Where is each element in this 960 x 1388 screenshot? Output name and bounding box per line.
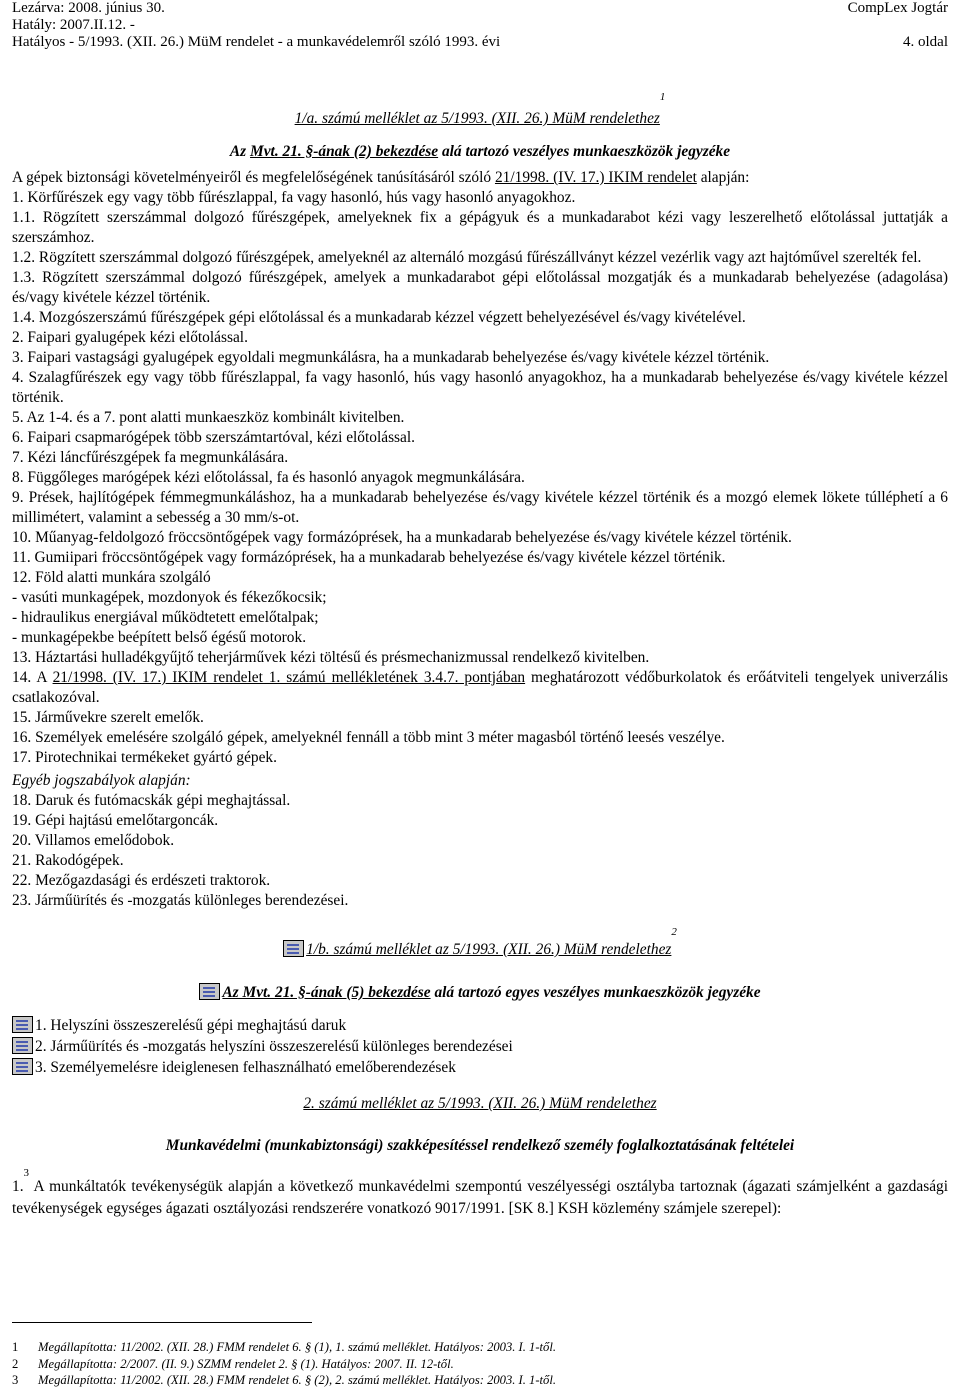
list-item	[12, 1015, 948, 1036]
list-item	[12, 548, 948, 568]
document-body	[12, 91, 948, 1220]
list-item	[12, 568, 948, 588]
list-item-text: 18. Daruk és futómacskák gépi meghajtással.	[12, 792, 291, 809]
annex-2-paragraph-1: 1.$^3$ A munkáltatók tevékenységük alapján a következő munkavédelmi szempontú veszélyességi osztályba tartoznak (ágazati számjelként a gazdasági tevékenységek egységes ágazati osztályozási rendszerére vonatkozó 9017/1991. [SK 8.] KSH közlemény számjele szerepel):	[12, 1167, 948, 1217]
header-doc-title: Hatályos - 5/1993. (XII. 26.) MüM rendelet - a munkavédelemről szóló 1993. évi	[12, 34, 501, 50]
list-item-text: 7. Kézi láncfűrészgépek fa megmunkálására.	[12, 449, 289, 466]
footnote-ref-1[interactable]: 1	[659, 91, 666, 103]
list-item-text: 3. Személyemelésre ideiglenesen felhasználható emelőberendezések	[35, 1059, 456, 1076]
list-item-text: 21. Rakodógépek.	[12, 852, 124, 869]
list-item-text: 23. Járműürítés és -mozgatás különleges berendezései.	[12, 892, 349, 909]
list-item-text: 1.4. Mozgószerszámú fűrészgépek gépi előtolással és a munkadarab kézzel végzett behelyezésével és/vagy kivételével.	[12, 309, 746, 326]
list-item	[12, 891, 948, 911]
list-item-text: 10. Műanyag-feldolgozó fröccsöntőgépek vagy formázóprések, ha a munkadarab behelyezése és/vagy kivétele kézzel történik.	[12, 529, 792, 546]
annex-link-icon[interactable]	[199, 983, 220, 1000]
list-item-text: 8. Függőleges marógépek kézi előtolással, fa és hasonló anyagok megmunkálására.	[12, 469, 525, 486]
list-item	[12, 588, 948, 608]
list-item-text: 4. Szalagfűrészek egy vagy több fűrészlappal, fa vagy hasonló, hús vagy hasonló anyagokhoz, ha a munkadarab behelyezése és/vagy kivétele kézzel történik.	[12, 369, 948, 406]
annex-1a-items-3	[12, 791, 948, 911]
list-item	[12, 1057, 948, 1078]
header-closed-date: Lezárva: 2008. június 30.	[12, 0, 165, 16]
list-item	[12, 708, 948, 728]
list-item-text: 11. Gumiipari fröccsöntőgépek vagy formázóprések, ha a munkadarab behelyezése és/vagy kivétele kézzel történik.	[12, 549, 726, 566]
list-item	[12, 348, 948, 368]
list-item	[12, 188, 948, 208]
list-item: 14. A 21/1998. (IV. 17.) IKIM rendelet 1. számú mellékletének 3.4.7. pontjában meghatározott védőburkolatok és erőátviteli tengelyek univerzális csatlakozóval.	[12, 669, 948, 706]
list-item-text: 16. Személyek emelésére szolgáló gépek, amelyeknél fennáll a több mint 3 méter magasból történő leesés veszélye.	[12, 729, 725, 746]
list-item-text: 22. Mezőgazdasági és erdészeti traktorok.	[12, 872, 271, 889]
annex-2-title: 2. számú melléklet az 5/1993. (XII. 26.) MüM rendelethez	[303, 1095, 657, 1112]
list-item	[12, 448, 948, 468]
list-item	[12, 831, 948, 851]
annex-1b-subtitle: Az Mvt. 21. §-ának (5) bekezdése alá tartozó egyes veszélyes munkaeszközök jegyzéke	[12, 979, 948, 1007]
footnote-divider	[12, 1322, 312, 1323]
annex-1a-subtitle: Az Mvt. 21. §-ának (2) bekezdése alá tartozó veszélyes munkaeszközök jegyzéke	[229, 143, 731, 160]
list-item	[12, 608, 948, 628]
list-item	[12, 871, 948, 891]
list-item-text: 2. Faipari gyalugépek kézi előtolással.	[12, 329, 248, 346]
ikim-rendelet-link[interactable]: 21/1998. (IV. 17.) IKIM rendelet	[494, 169, 697, 186]
annex-1a-items-2	[12, 708, 948, 768]
ikim-annex-link[interactable]: 21/1998. (IV. 17.) IKIM rendelet 1. számú mellékletének 3.4.7. pontjában	[52, 669, 526, 686]
list-item-text: 1. Körfűrészek egy vagy több fűrészlappal, fa vagy hasonló, hús vagy hasonló anyagokhoz.	[12, 189, 576, 206]
list-item-text: 12. Föld alatti munkára szolgáló	[12, 569, 211, 586]
list-item	[12, 208, 948, 248]
list-item	[12, 328, 948, 348]
header-page-number: 4. oldal	[903, 34, 948, 50]
list-item	[12, 528, 948, 548]
footnote-2: 2 Megállapította: 2/2007. (II. 9.) SZMM rendelet 2. § (1). Hatályos: 2007. II. 12-től.	[12, 1357, 454, 1371]
list-item-text: 9. Prések, hajlítógépek fémmegmunkáláshoz, ha a munkadarab behelyezése és/vagy kivétele kézzel történik és a mozgó elemek lökete túlléphetí a 6 millimétert, valamint a sebesség a 30 mm/s-ot.	[12, 489, 948, 526]
list-item-text: 20. Villamos emelődobok.	[12, 832, 175, 849]
annex-1a-title: 1/a. számú melléklet az 5/1993. (XII. 26.) MüM rendelethez$^1$	[294, 91, 666, 127]
list-item-text: 1.1. Rögzített szerszámmal dolgozó fűrészgépek, amelyeknek fix a gépágyuk és a munkadarabot kézi vagy leszerelhető előtolással juttatják a szerszámhoz.	[12, 209, 948, 246]
list-item-text: 3. Faipari vastagsági gyalugépek egyoldali megmunkálásra, ha a munkadarab behelyezése és/vagy kivétele kézzel történik.	[12, 349, 770, 366]
mvt-21-5-link[interactable]: Mvt. 21. §-ának (5) bekezdése	[242, 984, 431, 1001]
list-item	[12, 628, 948, 648]
annex-1a-intro: A gépek biztonsági követelményeiről és megfelelőségének tanúsításáról szóló 21/1998. (IV. 17.) IKIM rendelet alapján:	[12, 169, 750, 186]
list-item-link-icon[interactable]	[12, 1016, 33, 1033]
page-header	[12, 0, 948, 51]
list-item-text: - munkagépekbe beépített belső égésű motorok.	[12, 629, 307, 646]
list-item-text: 13. Háztartási hulladékgyűjtő teherjárművek kézi töltésű és présmechanizmussal rendelkező kivitelben.	[12, 649, 650, 666]
header-product: CompLex Jogtár	[847, 0, 948, 16]
list-item	[12, 811, 948, 831]
annex-2-subtitle: Munkavédelmi (munkabiztonsági) szakképesítéssel rendelkező személy foglalkoztatásának feltételei	[165, 1137, 795, 1154]
list-item	[12, 248, 948, 268]
list-item	[12, 468, 948, 488]
list-item	[12, 488, 948, 528]
list-item	[12, 368, 948, 408]
list-item	[12, 648, 948, 668]
list-item-text: 15. Járművekre szerelt emelők.	[12, 709, 204, 726]
list-item-text: 1. Helyszíni összeszerelésű gépi meghajtású daruk	[35, 1017, 347, 1034]
list-item-link-icon[interactable]	[12, 1037, 33, 1054]
list-item	[12, 308, 948, 328]
list-item-text: 2. Járműürítés és -mozgatás helyszíni összeszerelésű különleges berendezései	[35, 1038, 513, 1055]
list-item	[12, 728, 948, 748]
list-item	[12, 1036, 948, 1057]
list-item	[12, 408, 948, 428]
list-item-text: 1.3. Rögzített szerszámmal dolgozó fűrészgépek, amelyek a munkadarabot gépi előtolással mozgatják és a munkadarab behelyezése (adagolása) és/vagy kivétele kézzel történik.	[12, 269, 948, 306]
list-item-text: - hidraulikus energiával működtetett emelőtalpak;	[12, 609, 319, 626]
list-item-text: 19. Gépi hajtású emelőtargoncák.	[12, 812, 219, 829]
list-item-text: 1.2. Rögzített szerszámmal dolgozó fűrészgépek, amelyeknél az alternáló mozgású fűrészállványt kézzel vezérlik vagy azt hajtóművel szerelték fel.	[12, 249, 922, 266]
list-item-text: 6. Faipari csapmarógépek több szerszámtartóval, kézi előtolással.	[12, 429, 416, 446]
mvt-21-2-link[interactable]: Mvt. 21. §-ának (2) bekezdése	[250, 143, 439, 160]
list-item-text: 5. Az 1-4. és a 7. pont alatti munkaeszköz kombinált kivitelben.	[12, 409, 405, 426]
other-laws-heading: Egyéb jogszabályok alapján:	[12, 772, 191, 789]
list-item-text: 17. Pirotechnikai termékeket gyártó gépek.	[12, 749, 277, 766]
list-item	[12, 851, 948, 871]
annex-1b-items	[12, 1015, 948, 1078]
list-item	[12, 791, 948, 811]
footnote-ref-3[interactable]: 3	[23, 1167, 30, 1179]
header-effect-date: Hatály: 2007.II.12. -	[12, 17, 135, 33]
footnote-3: 3 Megállapította: 11/2002. (XII. 28.) FMM rendelet 6. § (2), 2. számú melléklet. Hatályos: 2003. I. 1-től.	[12, 1373, 556, 1387]
annex-1b-title: 1/b. számú melléklet az 5/1993. (XII. 26.) MüM rendelethez$^2$	[12, 935, 948, 965]
list-item-link-icon[interactable]	[12, 1058, 33, 1075]
footnote-ref-2[interactable]: 2	[671, 926, 677, 938]
annex-1a-items	[12, 188, 948, 668]
list-item	[12, 428, 948, 448]
list-item	[12, 268, 948, 308]
list-item-text: - vasúti munkagépek, mozdonyok és fékezőkocsik;	[12, 589, 327, 606]
annex-link-icon[interactable]	[283, 940, 304, 957]
list-item	[12, 748, 948, 768]
footnote-1: 1 Megállapította: 11/2002. (XII. 28.) FMM rendelet 6. § (1), 1. számú melléklet. Hatályos: 2003. I. 1-től.	[12, 1340, 556, 1354]
